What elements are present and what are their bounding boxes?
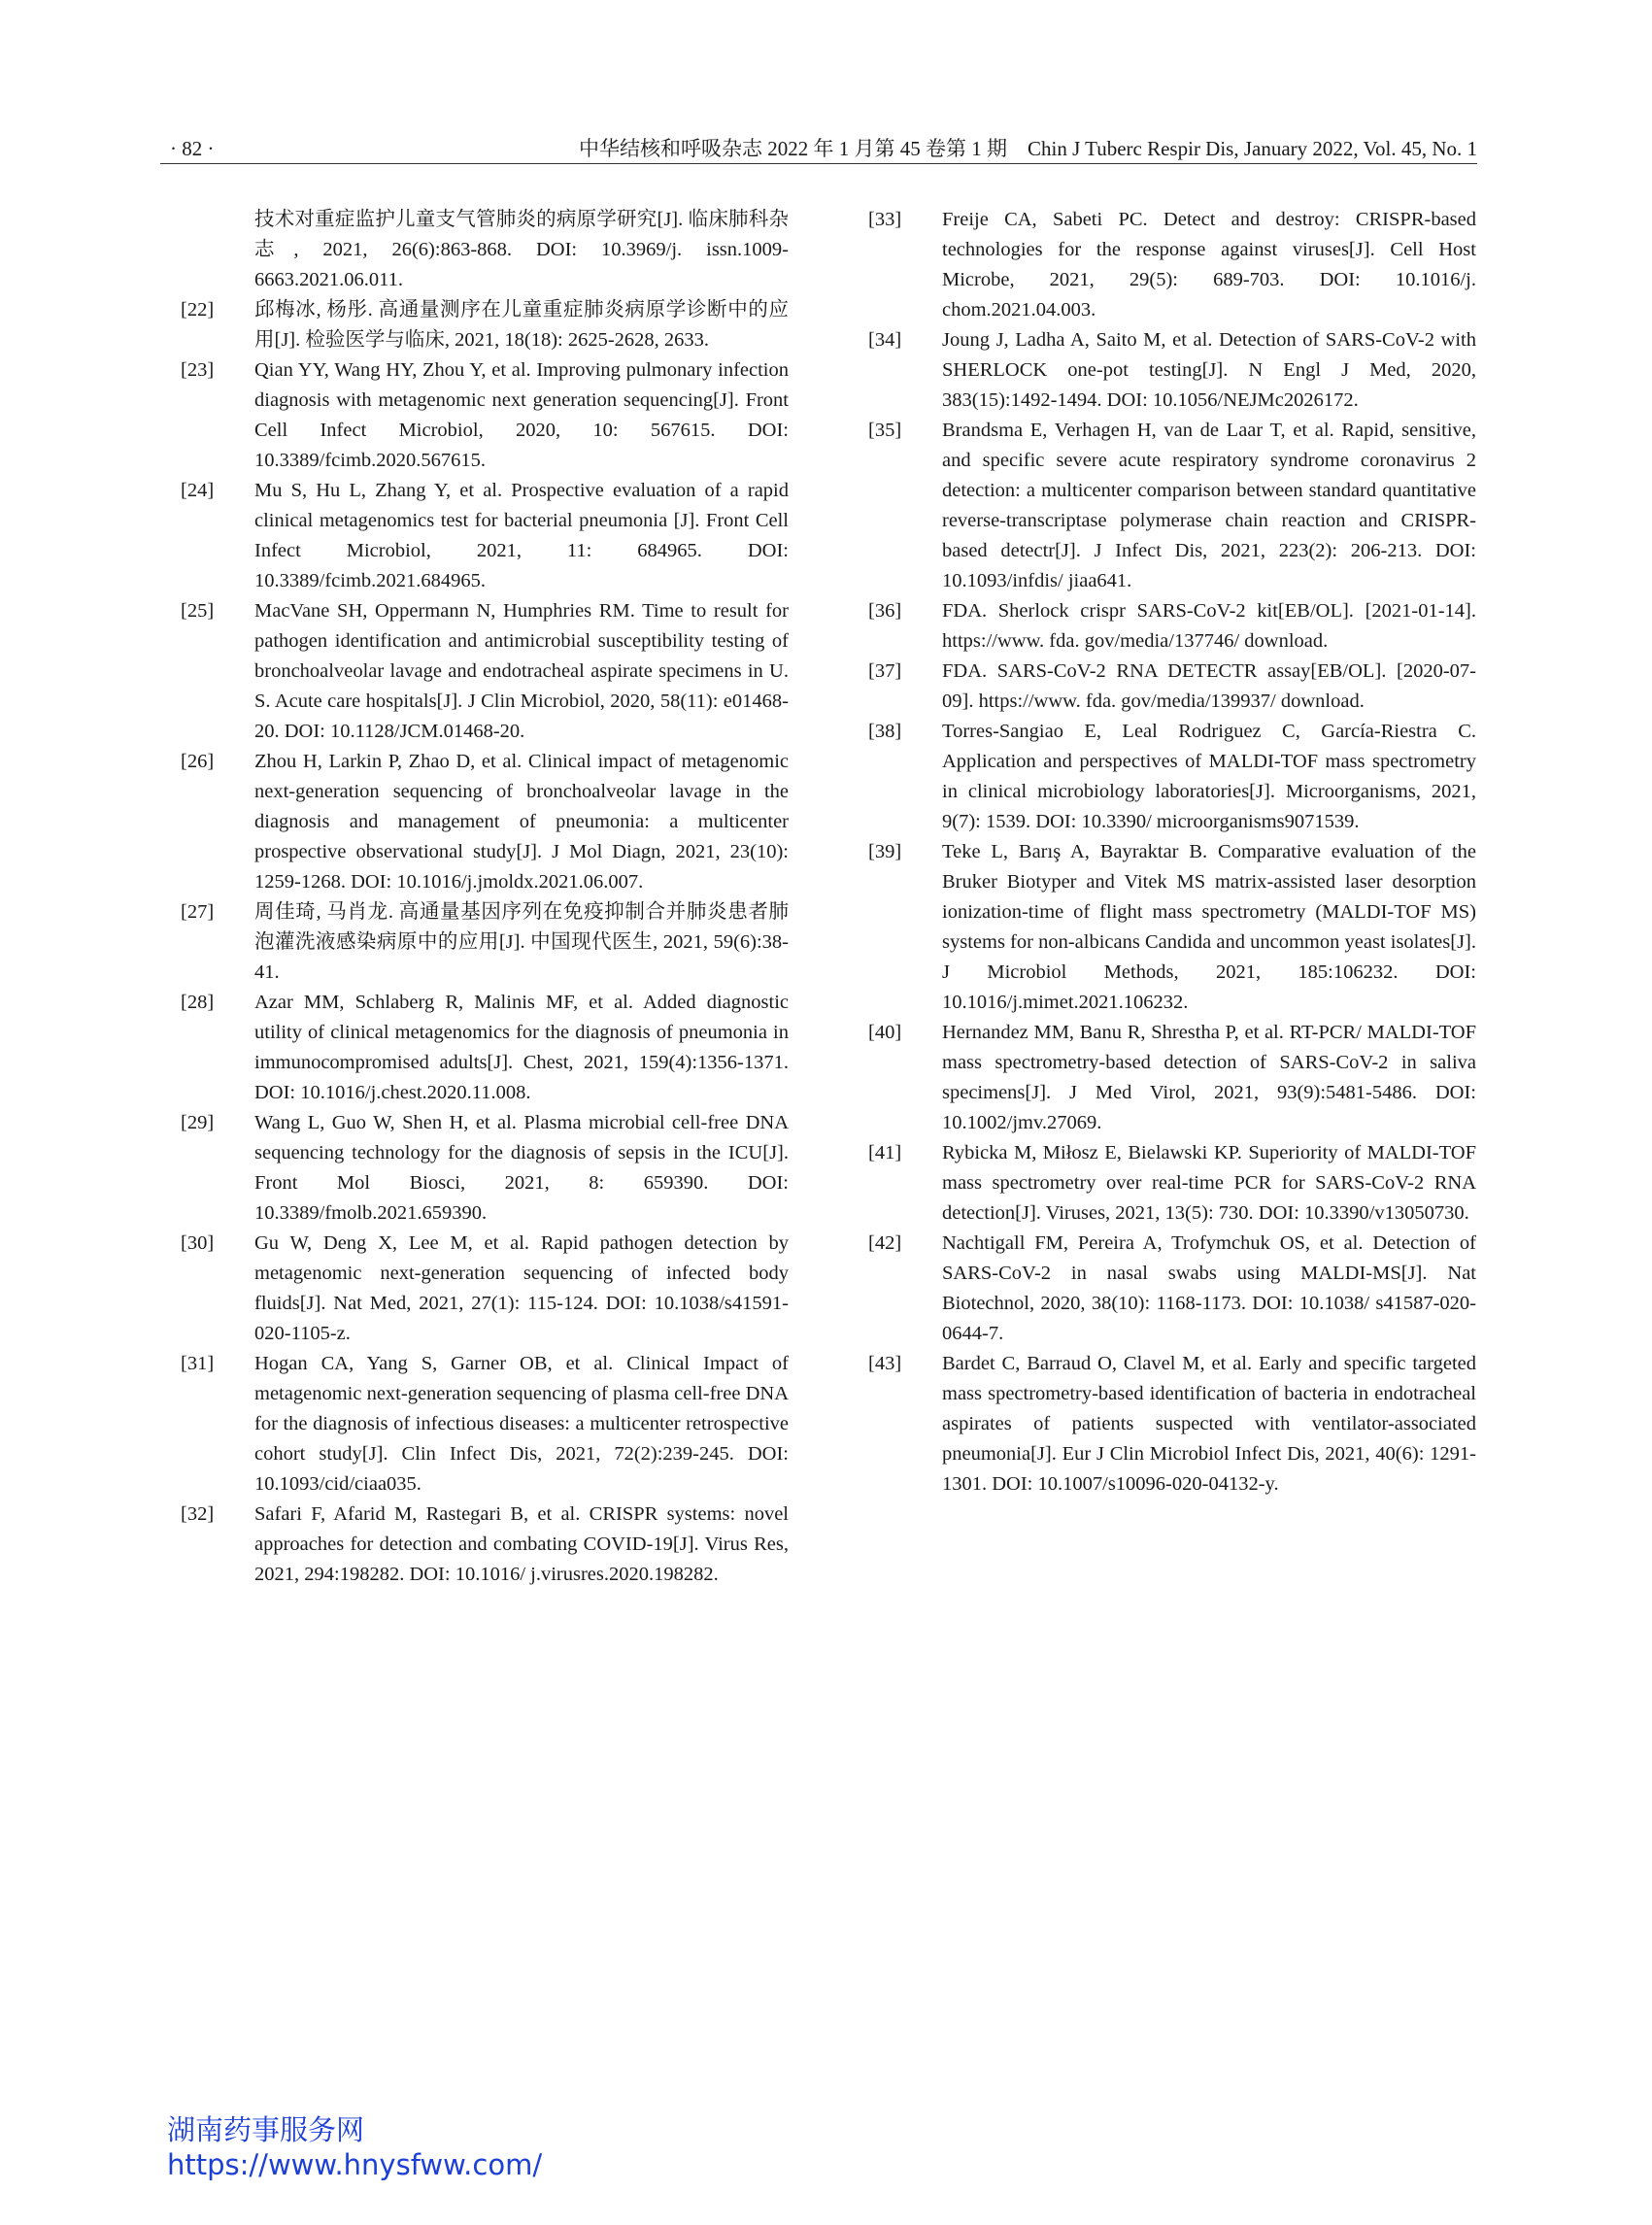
reference-text: Rybicka M, Miłosz E, Bielawski KP. Superiority of MALDI-TOF mass spectrometry over real-time PCR for SARS-CoV-2 RNA detection[J]. Viruses, 2021, 13(5): 730. DOI: 10.3390/v13050730. (942, 1142, 1476, 1224)
reference-text: Brandsma E, Verhagen H, van de Laar T, et al. Rapid, sensitive, and specific severe acute respiratory syndrome coronavirus 2 detection: a multicenter comparison between standard quantitative reverse-transcriptase polymerase chain reaction and CRISPR-based detectr[J]. J Infect Dis, 2021, 223(2): 206-213. DOI: 10.1093/infdis/ jiaa641. (942, 420, 1476, 591)
reference-text: Mu S, Hu L, Zhang Y, et al. Prospective evaluation of a rapid clinical metagenomics test for bacterial pneumonia [J]. Front Cell Infect Microbiol, 2021, 11: 684965. DOI: 10.3389/fcimb.2021.684965. (254, 480, 789, 591)
reference-text: Nachtigall FM, Pereira A, Trofymchuk OS, et al. Detection of SARS-CoV-2 in nasal swabs using MALDI-MS[J]. Nat Biotechnol, 2020, 38(10): 1168-1173. DOI: 10.1038/ s41587-020-0644-7. (942, 1232, 1476, 1344)
reference-text: FDA. SARS-CoV-2 RNA DETECTR assay[EB/OL]. [2020-07-09]. https://www. fda. gov/media/139937/ download. (942, 660, 1476, 712)
reference-number: [25] (181, 600, 215, 622)
running-header (160, 134, 1477, 164)
site-url-link[interactable]: https://www.hnysfww.com/ (167, 2148, 543, 2181)
reference-number: [29] (181, 1112, 215, 1133)
reference-number: [30] (181, 1232, 215, 1254)
reference-number: [39] (868, 841, 902, 862)
reference-number: [33] (868, 209, 902, 230)
reference-number: [31] (181, 1353, 215, 1374)
reference-item (181, 205, 789, 295)
reference-number: [40] (868, 1022, 902, 1043)
reference-number: [32] (181, 1503, 215, 1525)
reference-item (868, 596, 1476, 657)
reference-item (181, 295, 789, 355)
reference-number: [35] (868, 420, 902, 441)
reference-item (868, 717, 1476, 837)
reference-text: Joung J, Ladha A, Saito M, et al. Detection of SARS-CoV-2 with SHERLOCK one-pot testing[J]. N Engl J Med, 2020, 383(15):1492-1494. DOI: 10.1056/NEJMc2026172. (942, 329, 1476, 411)
reference-text: 技术对重症监护儿童支气管肺炎的病原学研究[J]. 临床肺科杂志, 2021, 26(6):863-868. DOI: 10.3969/j. issn.1009-6663.2021.06.011. (254, 209, 789, 290)
reference-item (181, 897, 789, 988)
reference-number: [27] (181, 901, 215, 923)
references-left-column (181, 205, 789, 1590)
reference-item (868, 416, 1476, 596)
reference-item (868, 1349, 1476, 1500)
reference-text: Zhou H, Larkin P, Zhao D, et al. Clinical impact of metagenomic next-generation sequencing of bronchoalveolar lavage in the diagnosis and management of pneumonia: a multicenter prospective observational study[J]. J Mol Diagn, 2021, 23(10): 1259-1268. DOI: 10.1016/j.jmoldx.2021.06.007. (254, 751, 789, 893)
reference-item (868, 657, 1476, 717)
reference-number: [28] (181, 992, 215, 1013)
reference-item (868, 1138, 1476, 1229)
reference-text: Torres-Sangiao E, Leal Rodriguez C, García-Riestra C. Application and perspectives of MALDI-TOF mass spectrometry in clinical microbiology laboratories[J]. Microorganisms, 2021, 9(7): 1539. DOI: 10.3390/ microorganisms9071539. (942, 721, 1476, 832)
reference-text: Gu W, Deng X, Lee M, et al. Rapid pathogen detection by metagenomic next-generation sequencing of infected body fluids[J]. Nat Med, 2021, 27(1): 115-124. DOI: 10.1038/s41591-020-1105-z. (254, 1232, 789, 1344)
reference-text: Wang L, Guo W, Shen H, et al. Plasma microbial cell-free DNA sequencing technology for the diagnosis of sepsis in the ICU[J]. Front Mol Biosci, 2021, 8: 659390. DOI: 10.3389/fmolb.2021.659390. (254, 1112, 789, 1224)
reference-item (868, 325, 1476, 416)
reference-text: FDA. Sherlock crispr SARS-CoV-2 kit[EB/OL]. [2021-01-14]. https://www. fda. gov/media/137746/ download. (942, 600, 1476, 652)
reference-text: Freije CA, Sabeti PC. Detect and destroy: CRISPR-based technologies for the response against viruses[J]. Cell Host Microbe, 2021, 29(5): 689-703. DOI: 10.1016/j. chom.2021.04.003. (942, 209, 1476, 320)
reference-text: MacVane SH, Oppermann N, Humphries RM. Time to result for pathogen identification and antimicrobial susceptibility testing of bronchoalveolar lavage and endotracheal aspirate specimens in U. S. Acute care hospitals[J]. J Clin Microbiol, 2020, 58(11): e01468-20. DOI: 10.1128/JCM.01468-20. (254, 600, 789, 742)
reference-item (181, 1349, 789, 1500)
watermark-footer (167, 2112, 542, 2182)
reference-item (181, 1108, 789, 1229)
reference-item (868, 1018, 1476, 1138)
reference-item (181, 476, 789, 596)
reference-text: Hernandez MM, Banu R, Shrestha P, et al. RT-PCR/ MALDI-TOF mass spectrometry-based detection of SARS-CoV-2 in saliva specimens[J]. J Med Virol, 2021, 93(9):5481-5486. DOI: 10.1002/jmv.27069. (942, 1022, 1476, 1133)
reference-item (181, 355, 789, 476)
reference-number: [37] (868, 660, 902, 682)
reference-item (181, 596, 789, 747)
reference-number: [34] (868, 329, 902, 351)
reference-item (181, 1500, 789, 1590)
journal-citation: 中华结核和呼吸杂志 2022 年 1 月第 45 卷第 1 期 Chin J Tuberc Respir Dis, January 2022, Vol. 45, No. 1 (579, 137, 1477, 160)
reference-item (181, 1229, 789, 1349)
reference-number: [23] (181, 359, 215, 381)
reference-item (868, 1229, 1476, 1349)
reference-number: [22] (181, 299, 215, 320)
reference-number: [36] (868, 600, 902, 622)
reference-text: Teke L, Barış A, Bayraktar B. Comparative evaluation of the Bruker Biotyper and Vitek MS matrix-assisted laser desorption ionization-time of flight mass spectrometry (MALDI-TOF MS) systems for non-albicans Candida and uncommon yeast isolates[J]. J Microbiol Methods, 2021, 185:106232. DOI: 10.1016/j.mimet.2021.106232. (942, 841, 1476, 1013)
site-name: 湖南药事服务网 (167, 2113, 365, 2146)
reference-item (868, 205, 1476, 325)
page-number: · 82 · (170, 137, 215, 160)
reference-text: Hogan CA, Yang S, Garner OB, et al. Clinical Impact of metagenomic next-generation sequencing of plasma cell-free DNA for the diagnosis of infectious diseases: a multicenter retrospective cohort study[J]. Clin Infect Dis, 2021, 72(2):239-245. DOI: 10.1093/cid/ciaa035. (254, 1353, 789, 1495)
reference-text: Safari F, Afarid M, Rastegari B, et al. CRISPR systems: novel approaches for detection and combating COVID-19[J]. Virus Res, 2021, 294:198282. DOI: 10.1016/ j.virusres.2020.198282. (254, 1503, 789, 1585)
reference-number: [42] (868, 1232, 902, 1254)
reference-number: [43] (868, 1353, 902, 1374)
reference-text: Bardet C, Barraud O, Clavel M, et al. Early and specific targeted mass spectrometry-based identification of bacteria in endotracheal aspirates of patients suspected with ventilator-associated pneumonia[J]. Eur J Clin Microbiol Infect Dis, 2021, 40(6): 1291-1301. DOI: 10.1007/s10096-020-04132-y. (942, 1353, 1476, 1495)
reference-item (181, 747, 789, 897)
reference-number: [26] (181, 751, 215, 772)
reference-number: [38] (868, 721, 902, 742)
reference-item (868, 837, 1476, 1018)
reference-text: 周佳琦, 马肖龙. 高通量基因序列在免疫抑制合并肺炎患者肺泡灌洗液感染病原中的应用[J]. 中国现代医生, 2021, 59(6):38-41. (254, 901, 789, 983)
reference-text: Qian YY, Wang HY, Zhou Y, et al. Improving pulmonary infection diagnosis with metagenomic next generation sequencing[J]. Front Cell Infect Microbiol, 2020, 10: 567615. DOI: 10.3389/fcimb.2020.567615. (254, 359, 789, 471)
reference-text: Azar MM, Schlaberg R, Malinis MF, et al. Added diagnostic utility of clinical metagenomics for the diagnosis of pneumonia in immunocompromised adults[J]. Chest, 2021, 159(4):1356-1371. DOI: 10.1016/j.chest.2020.11.008. (254, 992, 789, 1103)
reference-item (181, 988, 789, 1108)
reference-number: [24] (181, 480, 215, 501)
references-right-column (868, 205, 1476, 1500)
reference-number: [41] (868, 1142, 902, 1163)
reference-text: 邱梅冰, 杨彤. 高通量测序在儿童重症肺炎病原学诊断中的应用[J]. 检验医学与临床, 2021, 18(18): 2625-2628, 2633. (254, 299, 789, 351)
